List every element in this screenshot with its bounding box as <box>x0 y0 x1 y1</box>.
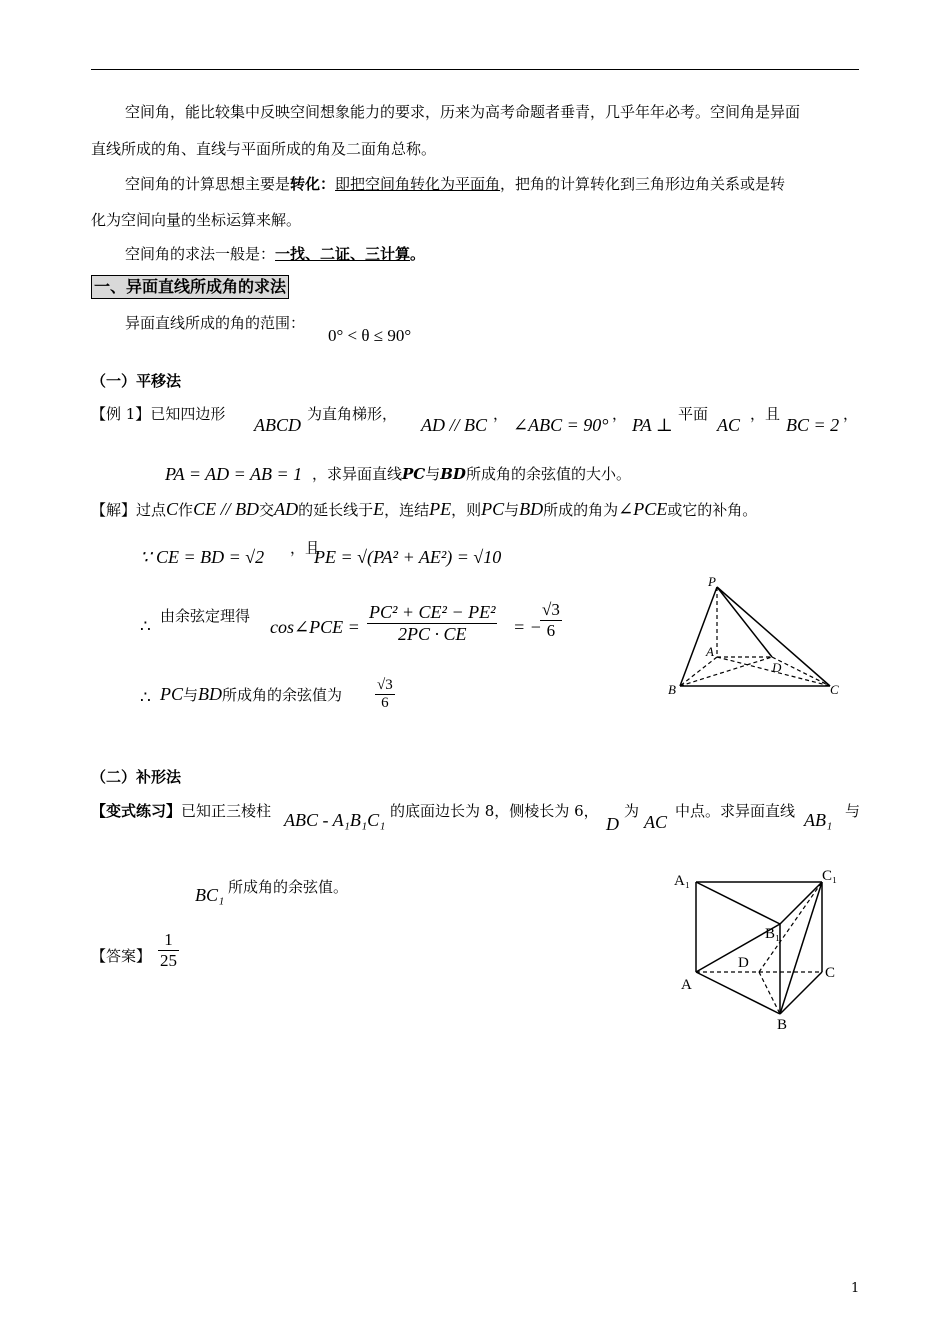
page-number: 1 <box>851 1281 860 1296</box>
exercise-t6: 所成角的余弦值。 <box>228 878 349 896</box>
sol-t7: 与 <box>504 501 520 519</box>
range-label: 异面直线所成的角的范围： <box>125 314 306 332</box>
comma-2: ， <box>612 405 628 423</box>
ex-line-2-text <box>312 464 631 484</box>
ex-math-pa-perp: PA ⊥ <box>632 415 673 435</box>
sol-t4: 的延长线于 <box>298 501 374 519</box>
pyramid-figure <box>660 570 850 705</box>
step-2-numerator: PC² + CE² − PE² <box>369 602 496 622</box>
step-2-denominator: 2PC · CE <box>397 624 467 644</box>
range-expression: 0° < θ ≤ 90° <box>328 326 412 345</box>
subsection-completion-title: （二）补形法 <box>91 768 182 786</box>
exercise-ab1: AB₁ <box>804 810 833 830</box>
step-2-fraction <box>367 602 497 645</box>
sol-e: E <box>373 499 385 519</box>
edge-ab <box>696 972 780 1014</box>
subsection-translation-title: （一）平移法 <box>91 372 182 390</box>
solution-tag: 【解】 <box>91 501 137 519</box>
intro-paragraph-2 <box>125 174 785 194</box>
p2-pre: 空间角的计算思想主要是 <box>125 175 291 193</box>
step-3-bd: BD <box>198 684 223 704</box>
section-heading: 一、异面直线所成角的求法 <box>91 275 289 299</box>
sol-t2: 作 <box>178 501 194 519</box>
edge-pd <box>717 587 772 657</box>
step-3-therefore: ∴ <box>140 688 151 707</box>
intro-line-1: 空间角，能比较集中反映空间想象能力的要求，历来为高考命题者垂青，几乎年年必考。空间角是异面 <box>125 103 801 121</box>
intro-paragraph-2-line-2: 化为空间向量的坐标运算来解。 <box>91 211 302 229</box>
exercise-t2: 的底面边长为 8，侧棱长为 6， <box>390 802 599 820</box>
ex-text-2: 为直角梯形， <box>307 405 398 423</box>
p3-pre: 空间角的求法一般是： <box>125 245 276 263</box>
step-3-num: √3 <box>377 677 393 693</box>
label-c: C <box>825 965 836 981</box>
sol-c: C <box>166 499 179 519</box>
exercise-t3: 为 <box>624 802 640 820</box>
label-a1: A₁ <box>674 873 691 889</box>
step-2-therefore: ∴ <box>140 617 151 636</box>
exercise-t1: 已知正三棱柱 <box>181 802 272 820</box>
exercise-d: D <box>606 814 619 834</box>
sol-ce-bd: CE // BD <box>193 499 260 519</box>
step-3-den: 6 <box>381 695 389 711</box>
ex-math-abcd: ABCD <box>254 415 301 435</box>
label-c1: C₁ <box>822 868 838 884</box>
ex-text-plane: 平面 <box>678 405 709 423</box>
ex-math-ac: AC <box>717 415 741 435</box>
p3-bold: 一找、二证、三计算 <box>275 245 411 263</box>
exercise-prism: ABC - A₁B₁C₁ <box>284 810 386 830</box>
label-b: B <box>668 682 676 697</box>
exercise-t4: 中点。求异面直线 <box>675 802 796 820</box>
ex-math-bc: BC = 2 <box>786 415 840 435</box>
label-b: B <box>777 1017 788 1033</box>
step-3-text <box>160 684 342 705</box>
ex-line2-pc: PC <box>402 465 426 483</box>
answer-den: 25 <box>160 951 177 970</box>
sol-t9: 或它的补角。 <box>667 501 758 519</box>
label-a: A <box>706 644 714 659</box>
step-3-pc: PC <box>160 684 184 704</box>
header-rule <box>91 69 859 70</box>
exercise-t5: 与 <box>845 802 861 820</box>
sol-bd: BD <box>519 499 544 519</box>
sol-t1: 过点 <box>136 501 167 519</box>
sol-t3: 交 <box>259 501 275 519</box>
intro-paragraph-3 <box>125 244 425 264</box>
ex-math-parallel: AD // BC <box>421 415 487 435</box>
answer-num: 1 <box>158 930 179 951</box>
comma-1: ， <box>493 405 509 423</box>
ex-text-and: ，且 <box>750 405 781 423</box>
step-3-t1: 与 <box>183 686 199 704</box>
label-d: D <box>738 955 749 971</box>
edge-bc1 <box>780 882 822 1014</box>
step-2-result-num: √3 <box>542 600 560 619</box>
edge-bd <box>680 657 772 686</box>
sol-angle: ∠PCE <box>618 499 668 519</box>
exercise-line-1 <box>91 801 271 821</box>
prism-figure <box>670 862 850 1037</box>
step-1-text: ，且 <box>290 539 321 557</box>
step-1-math-2: PE = √(PA² + AE²) = √10 <box>314 547 502 567</box>
intro-line-2: 直线所成的角、直线与平面所成的角及二面角总称。 <box>91 140 437 158</box>
step-1-math: ∵ CE = BD = √2 <box>140 547 265 567</box>
solution-line-1 <box>91 499 757 520</box>
step-3-t2: 所成角的余弦值为 <box>222 686 343 704</box>
edge-a1b1 <box>696 882 780 924</box>
step-2-lhs: cos∠PCE = <box>270 617 360 637</box>
comma-3: ， <box>843 405 859 423</box>
step-2-equals: = − <box>513 617 542 637</box>
label-d: D <box>772 660 782 675</box>
example-1-line-1 <box>91 404 225 424</box>
ex-line2-bd: BD <box>440 465 466 483</box>
ex-line2-end: 所成角的余弦值的大小。 <box>465 465 631 483</box>
example-tag: 【例 1】 <box>91 405 151 423</box>
sol-t5: ，连结 <box>384 501 430 519</box>
sol-pe: PE <box>429 499 452 519</box>
sol-t8: 所成的角为 <box>543 501 619 519</box>
exercise-ac: AC <box>644 812 668 832</box>
exercise-bc1: BC₁ <box>195 885 225 905</box>
ex-line2-and: 与 <box>425 465 441 483</box>
step-3-fraction <box>375 677 395 712</box>
p2-bold: 转化： <box>290 175 336 193</box>
answer-tag: 【答案】 <box>91 947 152 965</box>
sol-pc: PC <box>481 499 505 519</box>
ex-text-1: 已知四边形 <box>150 405 226 423</box>
exercise-tag: 【变式练习】 <box>91 802 182 820</box>
label-b1: B₁ <box>765 926 781 942</box>
ex-line2-t: ，求异面直线 <box>312 465 403 483</box>
p2-post: ，把角的计算转化到三角形边角关系或是转 <box>500 175 786 193</box>
ex-line-2-math: PA = AD = AB = 1 <box>165 464 303 484</box>
sol-t6: ，则 <box>451 501 482 519</box>
label-p: P <box>708 574 716 589</box>
p2-underlined: 即把空间角转化为平面角 <box>335 175 501 193</box>
label-a: A <box>681 977 692 993</box>
step-2-text: 由余弦定理得 <box>160 607 251 625</box>
sol-ad: AD <box>274 499 299 519</box>
p3-post: 。 <box>410 245 426 263</box>
edge-db <box>759 972 780 1014</box>
step-2-result <box>540 600 562 641</box>
ex-math-angle: ∠ABC = 90° <box>513 415 609 435</box>
label-c: C <box>830 682 839 697</box>
answer-fraction <box>158 930 179 971</box>
step-2-result-den: 6 <box>546 621 556 640</box>
